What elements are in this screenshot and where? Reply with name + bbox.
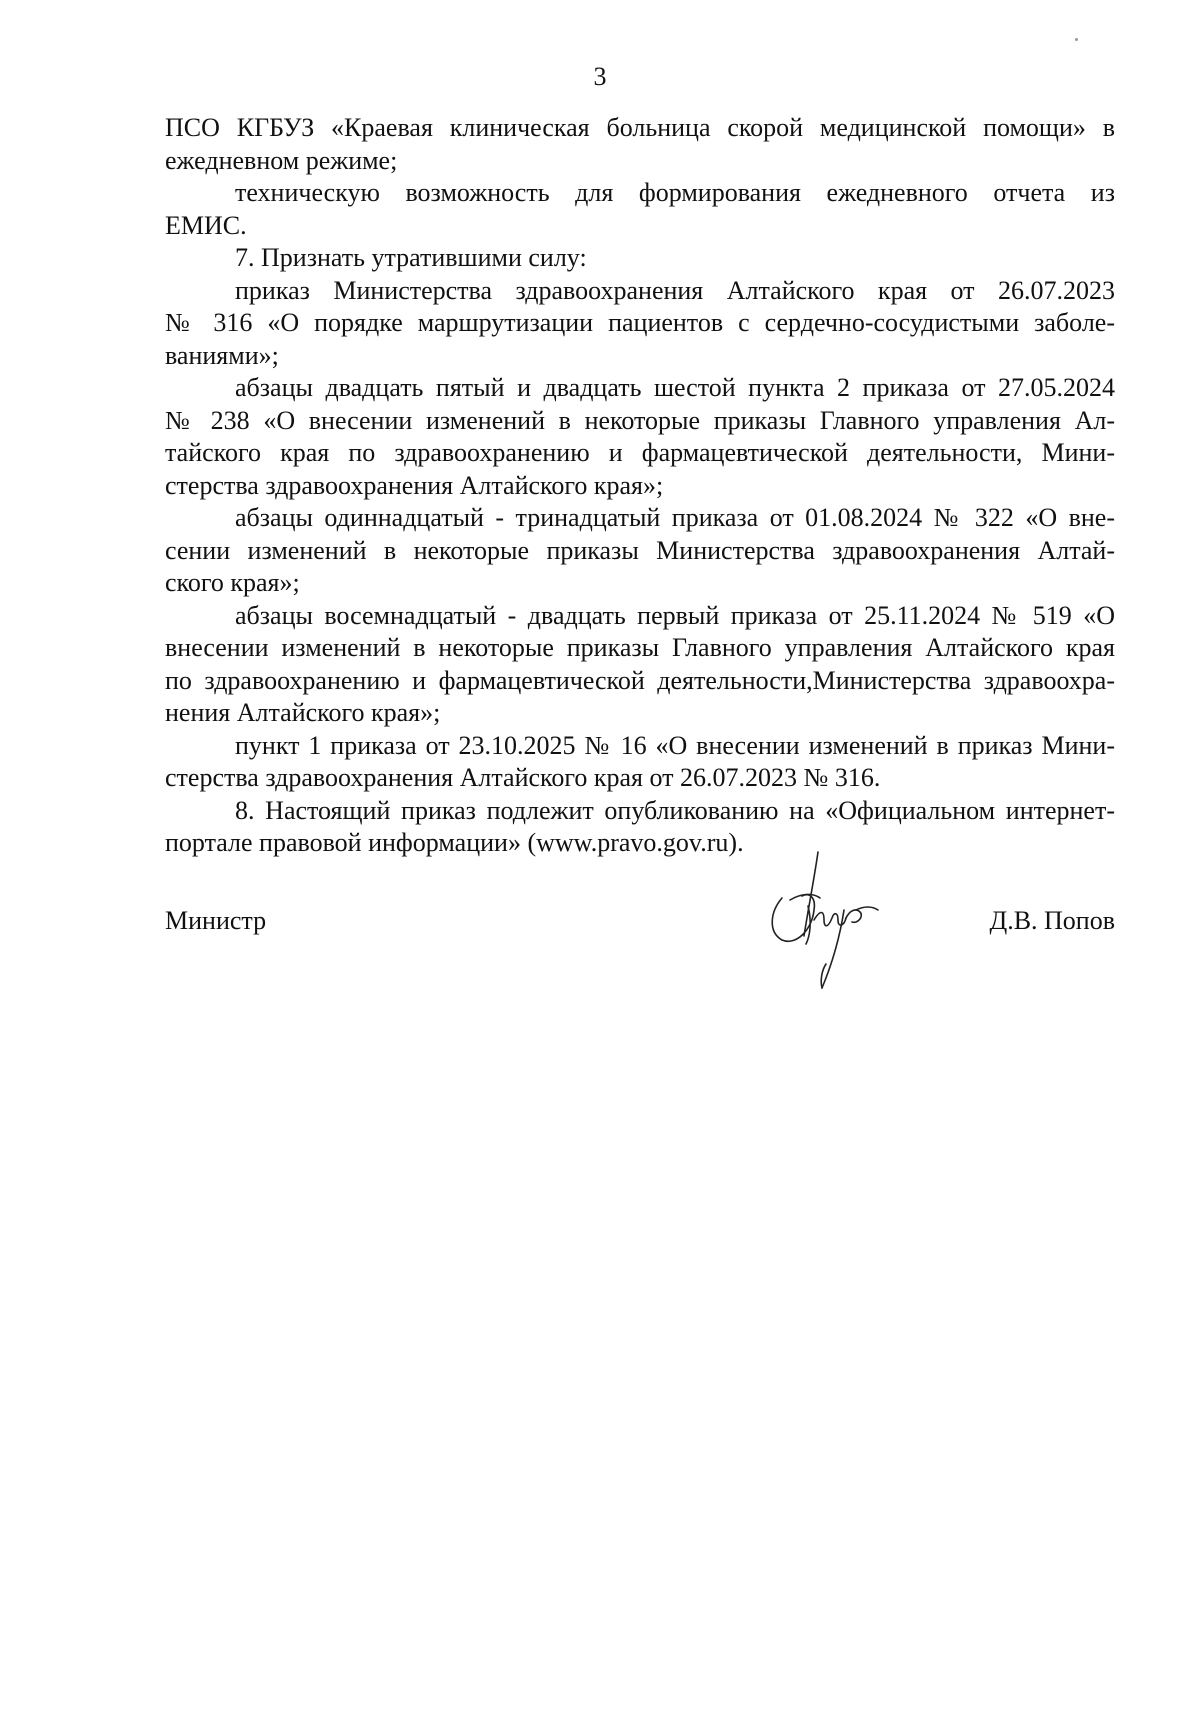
text-line: техническую возможность для формирования ежедневного отчета из bbox=[235, 178, 1115, 207]
signatory-name: Д.В. Попов bbox=[989, 906, 1115, 935]
text-line: абзацы одиннадцатый - тринадцатый приказа от 01.08.2024 № 322 «О вне- bbox=[235, 503, 1115, 532]
page-number: 3 bbox=[593, 62, 607, 91]
scan-speck bbox=[1075, 38, 1078, 41]
text-line: № 316 «О порядке маршрутизации пациентов с сердечно-сосудистыми заболе- bbox=[165, 308, 1115, 337]
text-line: 8. Настоящий приказ подлежит опубликованию на «Официальном интернет- bbox=[235, 795, 1115, 825]
text-line: 7. Признать утратившими силу: bbox=[235, 243, 587, 272]
text-line: портале правовой информации» (www.pravo.gov.ru). bbox=[165, 828, 744, 857]
text-line: ежедневном режиме; bbox=[165, 145, 398, 175]
text-line: ЕМИС. bbox=[165, 210, 247, 240]
text-line: стерства здравоохранения Алтайского края от 26.07.2023 № 316. bbox=[165, 763, 881, 792]
text-line: внесении изменений в некоторые приказы Главного управления Алтайского края bbox=[165, 633, 1115, 662]
signatory-position: Министр bbox=[165, 906, 267, 935]
text-line: абзацы двадцать пятый и двадцать шестой пункта 2 приказа от 27.05.2024 bbox=[235, 373, 1115, 402]
text-line: ваниями»; bbox=[165, 340, 279, 370]
text-line: приказ Министерства здравоохранения Алтайского края от 26.07.2023 bbox=[235, 275, 1115, 305]
text-line: ПСО КГБУЗ «Краевая клиническая больница скорой медицинской помощи» в bbox=[165, 113, 1115, 142]
text-line: нения Алтайского края»; bbox=[165, 698, 441, 727]
text-line: тайского края по здравоохранению и фармацевтической деятельности, Мини- bbox=[165, 438, 1115, 467]
text-line: ского края»; bbox=[165, 568, 300, 597]
text-line: абзацы восемнадцатый - двадцать первый приказа от 25.11.2024 № 519 «О bbox=[235, 600, 1115, 630]
text-line: № 238 «О внесении изменений в некоторые приказы Главного управления Ал- bbox=[165, 405, 1115, 435]
text-line: пункт 1 приказа от 23.10.2025 № 16 «О внесении изменений в приказ Мини- bbox=[235, 730, 1115, 760]
text-line: стерства здравоохранения Алтайского края»; bbox=[165, 470, 664, 500]
signature-row bbox=[165, 905, 1115, 945]
text-line: сении изменений в некоторые приказы Министерства здравоохранения Алтай- bbox=[165, 535, 1115, 565]
text-line: по здравоохранению и фармацевтической деятельности,Министерства здравоохра- bbox=[165, 665, 1115, 695]
document-body bbox=[165, 112, 1115, 860]
